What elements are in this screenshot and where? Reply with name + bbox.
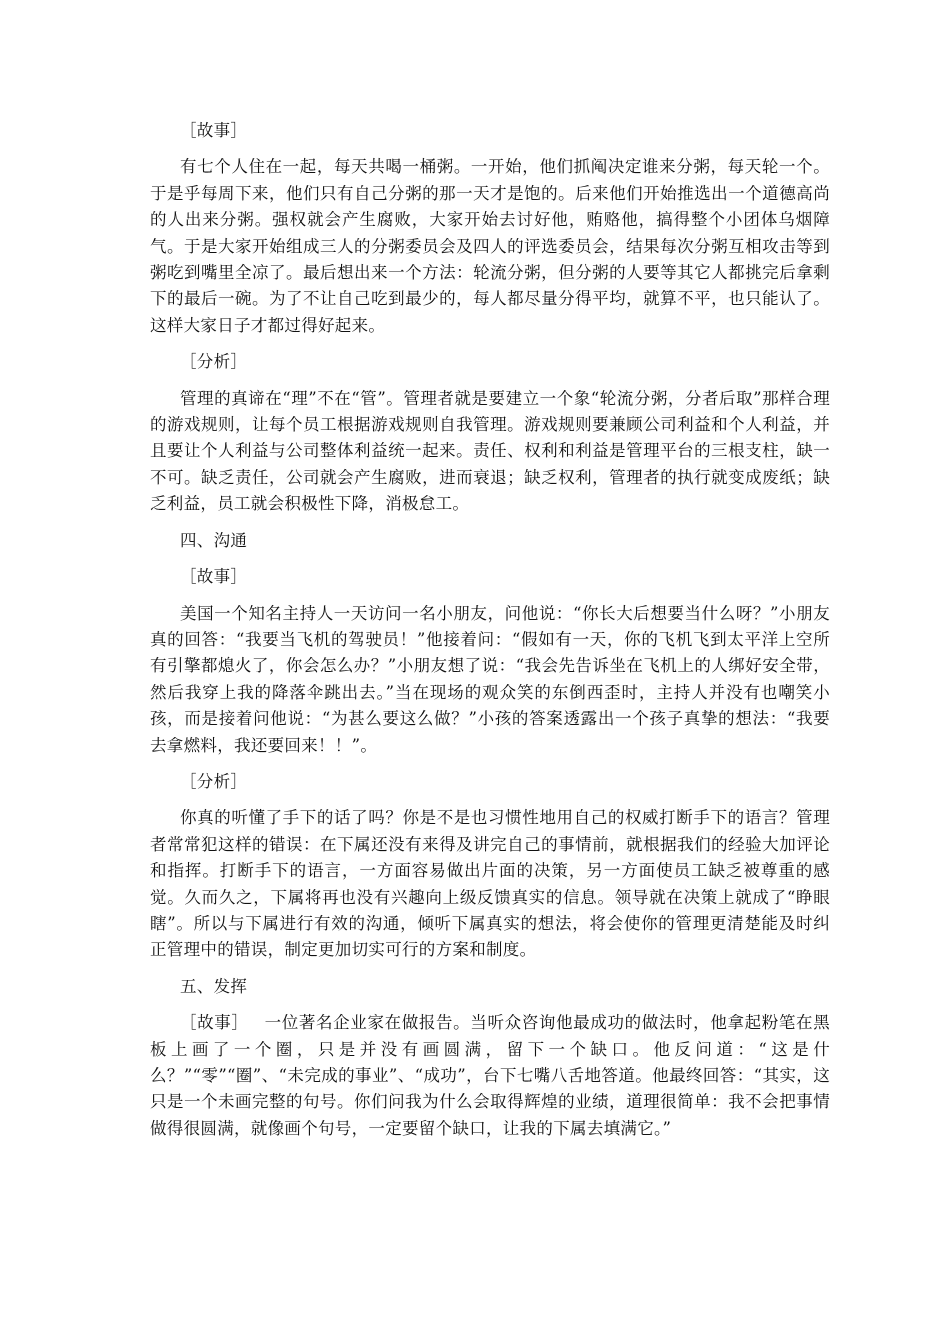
analysis-label-1: ［分析］ — [180, 352, 248, 372]
story-paragraph-porridge: 有七个人住在一起，每天共喝一桶粥。一开始，他们抓阄决定谁来分粥，每天轮一个。于是乎每周下来，他们只有自己分粥的那一天才是饱的。后来他们开始推选出一个道德高尚的人出来分粥。强权就会产生腐败，大家开始去讨好他，贿赂他，搞得整个小团体乌烟障气。于是大家开始组成三人的分粥委员会及四人的评选委员会，结果每次分粥互相攻击等到粥吃到嘴里全凉了。最后想出来一个方法：轮流分粥，但分粥的人要等其它人都挑完后拿剩下的最后一碗。为了不让自己吃到最少的，每人都尽量分得平均，就算不平，也只能认了。这样大家日子才都过得好起来。 — [150, 157, 830, 335]
story-label-1: ［故事］ — [180, 121, 248, 140]
analysis-paragraph-rules: 管理的真谛在“理”不在“管”。管理者就是要建立一个象“轮流分粥，分者后取”那样合理的游戏规则，让每个员工根据游戏规则自我管理。游戏规则要兼顾公司利益和个人利益，并且要让个人利益与公司整体利益统一起来。责任、权利和利益是管理平台的三根支柱，缺一不可。缺乏责任，公司就会产生腐败，进而衰退；缺乏权利，管理者的执行就变成废纸；缺乏利益，员工就会积极性下降，消极怠工。 — [150, 388, 830, 514]
story-paragraph-pilot: 美国一个知名主持人一天访问一名小朋友，问他说：“你长大后想要当什么呀？”小朋友真的回答：“我要当飞机的驾驶员！”他接着问：“假如有一天，你的飞机飞到太平洋上空所有引擎都熄火了，你会怎么办？”小朋友想了说：“我会先告诉坐在飞机上的人绑好安全带，然后我穿上我的降落伞跳出去。”当在现场的观众笑的东倒西歪时，主持人并没有也嘲笑小孩，而是接着问他说：“为甚么要这么做？”小孩的答案透露出一个孩子真挚的想法：“我要去拿燃料，我还要回来！！”。 — [150, 603, 830, 755]
section-heading-performance: 五、发挥 — [180, 976, 248, 996]
section-heading-communication: 四、沟通 — [180, 530, 248, 550]
story-label-2: ［故事］ — [180, 567, 248, 587]
story-paragraph-circle — [150, 1010, 830, 1142]
story-inline-text: 一位著名企业家在做报告。当听众咨询他最成功的做法时，他拿起粉笔在黑板上画了一个圈，只是并没有画圆满，留下一个缺口。他反问道：“这是什么？”“零”“圈”、“未完成的事业”、“成功”，台下七嘴八舌地答道。他最终回答：“其实，这只是一个未画完整的句号。你们问我为什么会取得辉煌的业绩，道理很简单：我不会把事情做得很圆满，就像画个句号，一定要留个缺口，让我的下属去填满它。” — [150, 1013, 830, 1138]
story-inline-label: ［故事］ — [180, 1013, 249, 1033]
document-body — [150, 118, 830, 1142]
analysis-paragraph-listening: 你真的听懂了手下的话了吗？你是不是也习惯性地用自己的权威打断手下的语言？管理者常常犯这样的错误：在下属还没有来得及讲完自己的事情前，就根据我们的经验大加评论和指挥。打断手下的语言，一方面容易做出片面的决策，另一方面使员工缺乏被尊重的感觉。久而久之，下属将再也没有兴趣向上级反馈真实的信息。领导就在决策上就成了“睁眼瞎”。所以与下属进行有效的沟通，倾听下属真实的想法，将会使你的管理更清楚能及时纠正管理中的错误，制定更加切实可行的方案和制度。 — [150, 808, 830, 960]
analysis-label-2: ［分析］ — [180, 771, 248, 791]
